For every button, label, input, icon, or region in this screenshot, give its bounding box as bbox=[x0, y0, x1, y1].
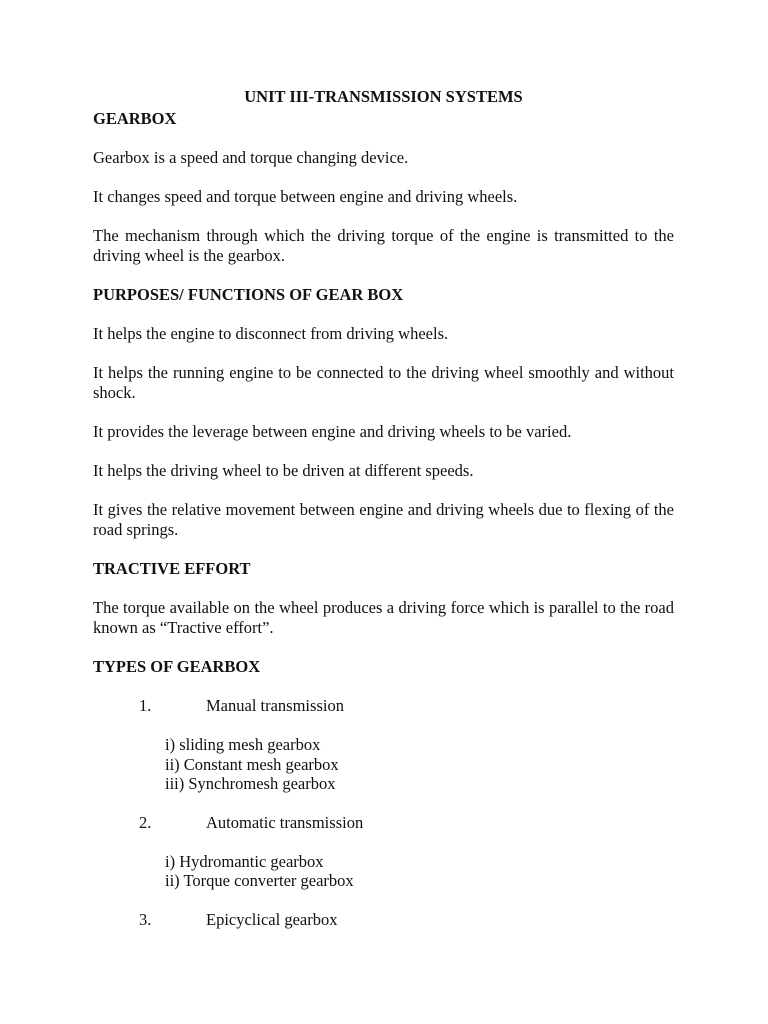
sub-list-item: i) sliding mesh gearbox bbox=[165, 735, 321, 754]
list-item bbox=[93, 813, 674, 833]
paragraph: It gives the relative movement between engine and driving wheels due to flexing of the road springs. bbox=[93, 500, 674, 539]
paragraph: It helps the driving wheel to be driven at different speeds. bbox=[93, 461, 474, 480]
paragraph: Gearbox is a speed and torque changing device. bbox=[93, 148, 409, 167]
heading-types-of-gearbox: TYPES OF GEARBOX bbox=[93, 657, 261, 676]
list-number: 1. bbox=[139, 696, 152, 715]
list-label: Epicyclical gearbox bbox=[206, 909, 338, 929]
document-title: UNIT III-TRANSMISSION SYSTEMS bbox=[244, 87, 523, 106]
paragraph: The torque available on the wheel produces a driving force which is parallel to the road known as “Tractive effort”. bbox=[93, 598, 674, 637]
list-item bbox=[93, 696, 674, 716]
heading-purposes: PURPOSES/ FUNCTIONS OF GEAR BOX bbox=[93, 285, 404, 304]
sub-list-item: iii) Synchromesh gearbox bbox=[165, 774, 336, 793]
paragraph: It provides the leverage between engine and driving wheels to be varied. bbox=[93, 422, 572, 441]
list-item bbox=[93, 910, 674, 930]
heading-gearbox: GEARBOX bbox=[93, 109, 177, 128]
paragraph: The mechanism through which the driving torque of the engine is transmitted to the driving wheel is the gearbox. bbox=[93, 226, 674, 265]
sub-list-item: i) Hydromantic gearbox bbox=[165, 851, 324, 871]
document-page bbox=[93, 85, 674, 930]
heading-tractive-effort: TRACTIVE EFFORT bbox=[93, 559, 251, 578]
sub-list-item: ii) Constant mesh gearbox bbox=[165, 754, 339, 774]
list-label: Manual transmission bbox=[206, 696, 344, 715]
paragraph: It helps the engine to disconnect from driving wheels. bbox=[93, 324, 449, 343]
sub-list-item: ii) Torque converter gearbox bbox=[165, 871, 354, 890]
list-label: Automatic transmission bbox=[206, 812, 364, 832]
list-number: 2. bbox=[139, 812, 152, 832]
list-number: 3. bbox=[139, 909, 152, 929]
paragraph: It changes speed and torque between engine and driving wheels. bbox=[93, 187, 518, 206]
paragraph: It helps the running engine to be connected to the driving wheel smoothly and without shock. bbox=[93, 363, 674, 402]
